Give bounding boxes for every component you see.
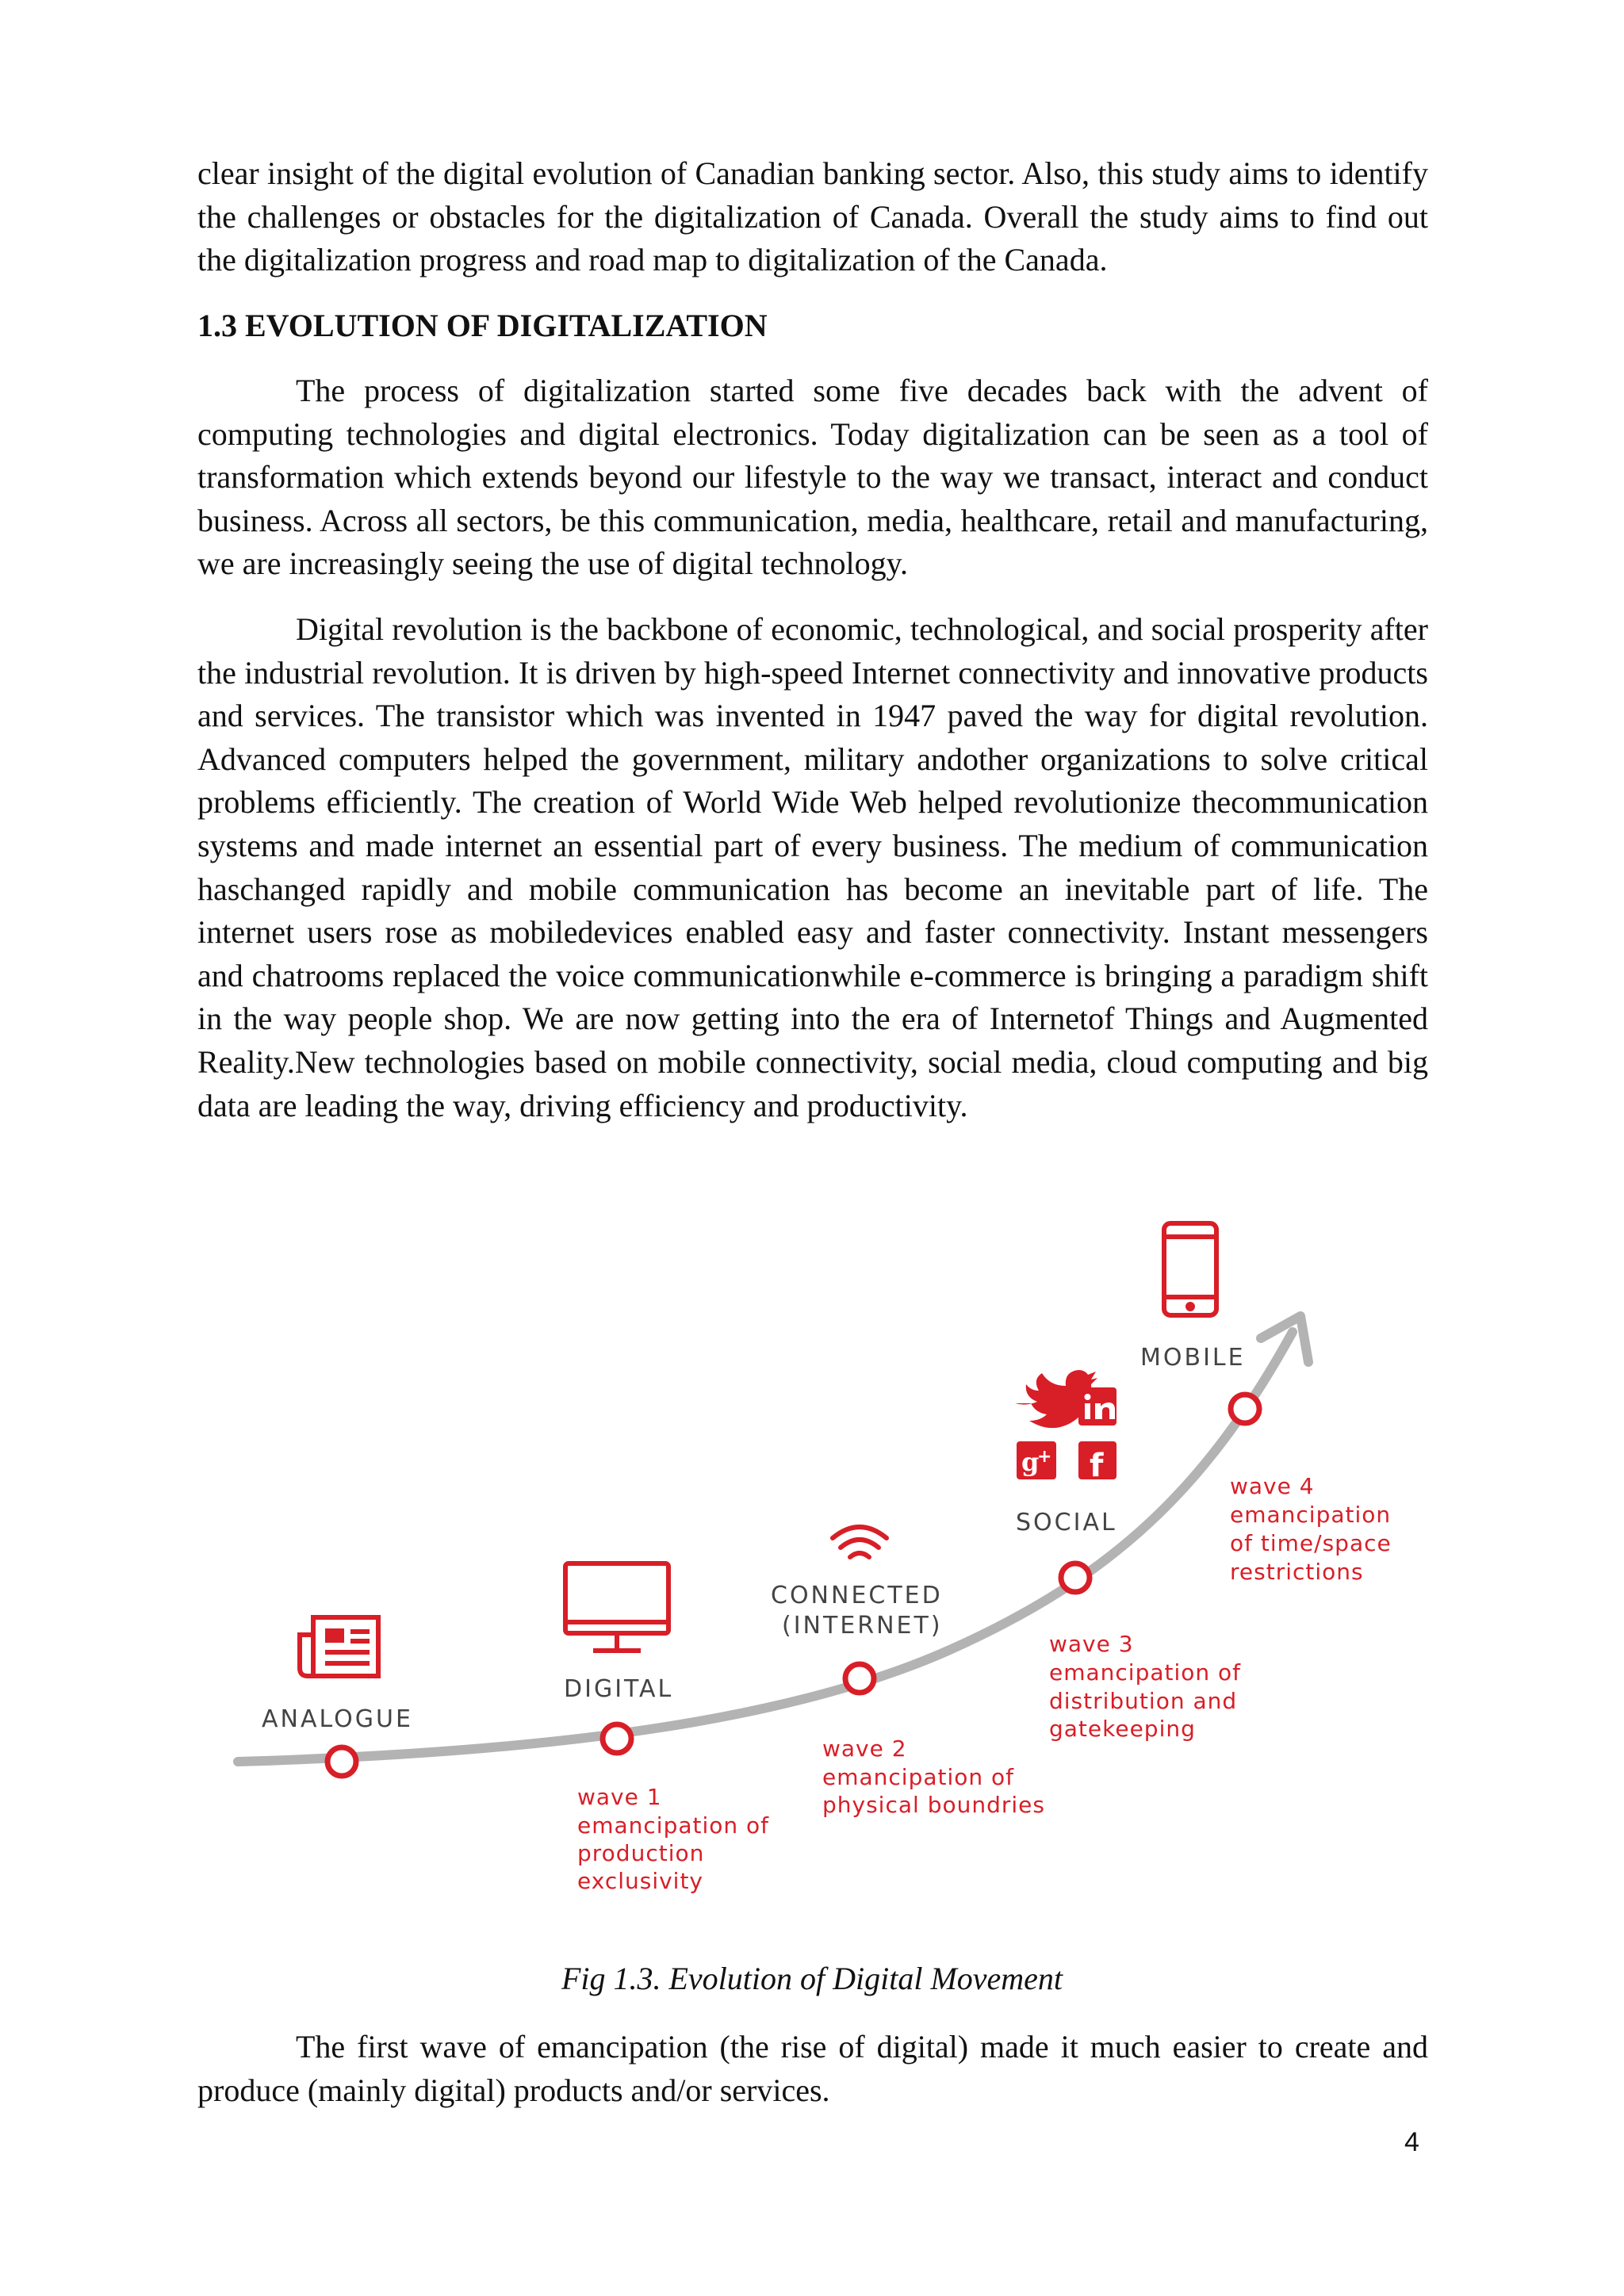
googleplus-icon	[1017, 1441, 1056, 1479]
page-number: 4	[1404, 2127, 1419, 2157]
svg-text:f: f	[1090, 1448, 1104, 1484]
milestone-analogue	[327, 1747, 356, 1776]
label-analogue: ANALOGUE	[262, 1705, 413, 1733]
intro-paragraph: clear insight of the digital evolution of Canadian banking sector. Also, this study aims to identify the challenges or obstacles for the digitalization of Canada. Overall the study aims to find out the digitalization progress and road map to digitalization of the Canada.	[197, 155, 1428, 278]
milestone-connected	[845, 1664, 874, 1693]
label-connected: CONNECTED	[771, 1582, 943, 1609]
svg-text:+: +	[1037, 1447, 1052, 1467]
wave2-line1: emancipation of	[822, 1764, 1015, 1790]
wave3-line3: gatekeeping	[1049, 1716, 1196, 1742]
wave3-line2: distribution and	[1049, 1688, 1238, 1714]
wave1-line2: production	[577, 1840, 705, 1866]
body-paragraph-1: The process of digitalization started some five decades back with the advent of computing technologies and digital electronics. Today digitalization can be seen as a tool of transformation which extends beyond our lifestyle to the way we transact, interact and conduct business. Across all sectors, be this communication, media, healthcare, retail and manufacturing, we are increasingly seeing the use of digital technology.	[197, 373, 1428, 582]
wifi-icon	[833, 1527, 887, 1557]
label-digital: DIGITAL	[564, 1675, 674, 1703]
wave1-title: wave 1	[577, 1784, 662, 1810]
wave1-line1: emancipation of	[577, 1812, 770, 1839]
section-heading: 1.3 EVOLUTION OF DIGITALIZATION	[197, 308, 768, 343]
facebook-icon	[1078, 1441, 1116, 1484]
milestone-mobile	[1231, 1395, 1259, 1423]
wave3-title: wave 3	[1049, 1631, 1134, 1657]
evolution-figure	[222, 1205, 1443, 1903]
newspaper-icon	[300, 1617, 378, 1676]
label-internet: (INTERNET)	[782, 1612, 943, 1640]
wave4-title: wave 4	[1230, 1473, 1315, 1499]
linkedin-icon	[1078, 1387, 1116, 1425]
label-mobile: MOBILE	[1140, 1344, 1246, 1372]
wave2-title: wave 2	[822, 1735, 907, 1762]
wave2-line2: physical boundries	[822, 1792, 1045, 1818]
milestone-digital	[603, 1724, 631, 1753]
body-paragraph-3: The first wave of emancipation (the rise of digital) made it much easier to create and produce (mainly digital) products and/or services.	[197, 2029, 1428, 2108]
wave4-line2: of time/space	[1230, 1530, 1392, 1556]
figure-caption: Fig 1.3. Evolution of Digital Movement	[561, 1961, 1063, 1996]
wave4-line1: emancipation	[1230, 1502, 1392, 1528]
milestone-social	[1061, 1563, 1090, 1592]
monitor-icon	[565, 1563, 668, 1651]
wave3-line1: emancipation of	[1049, 1659, 1242, 1686]
wave4-line3: restrictions	[1230, 1559, 1364, 1585]
body-paragraph-2: Digital revolution is the backbone of economic, technological, and social prosperity after the industrial revolution. It is driven by high-speed Internet connectivity and innovative products and services. The transistor which was invented in 1947 paved the way for digital revolution. Advanced computers helped the government, military andother organizations to solve critical problems efficiently. The creation of World Wide Web helped revolutionize thecommunication systems and made internet an essential part of every business. The medium of communication haschanged rapidly and mobile communication has become an inevitable part of life. The internet users rose as mobiledevices enabled easy and faster connectivity. Instant messengers and chatrooms replaced the voice communicationwhile e-commerce is bringing a paradigm shift in the way people shop. We are now getting into the era of Internetof Things and Augmented Reality.New technologies based on mobile connectivity, social media, cloud computing and big data are leading the way, driving efficiency and productivity.	[197, 611, 1428, 1123]
label-social: SOCIAL	[1016, 1509, 1117, 1536]
wave1-line3: exclusivity	[577, 1868, 703, 1894]
svg-text:g: g	[1021, 1447, 1040, 1477]
smartphone-icon	[1164, 1223, 1216, 1315]
